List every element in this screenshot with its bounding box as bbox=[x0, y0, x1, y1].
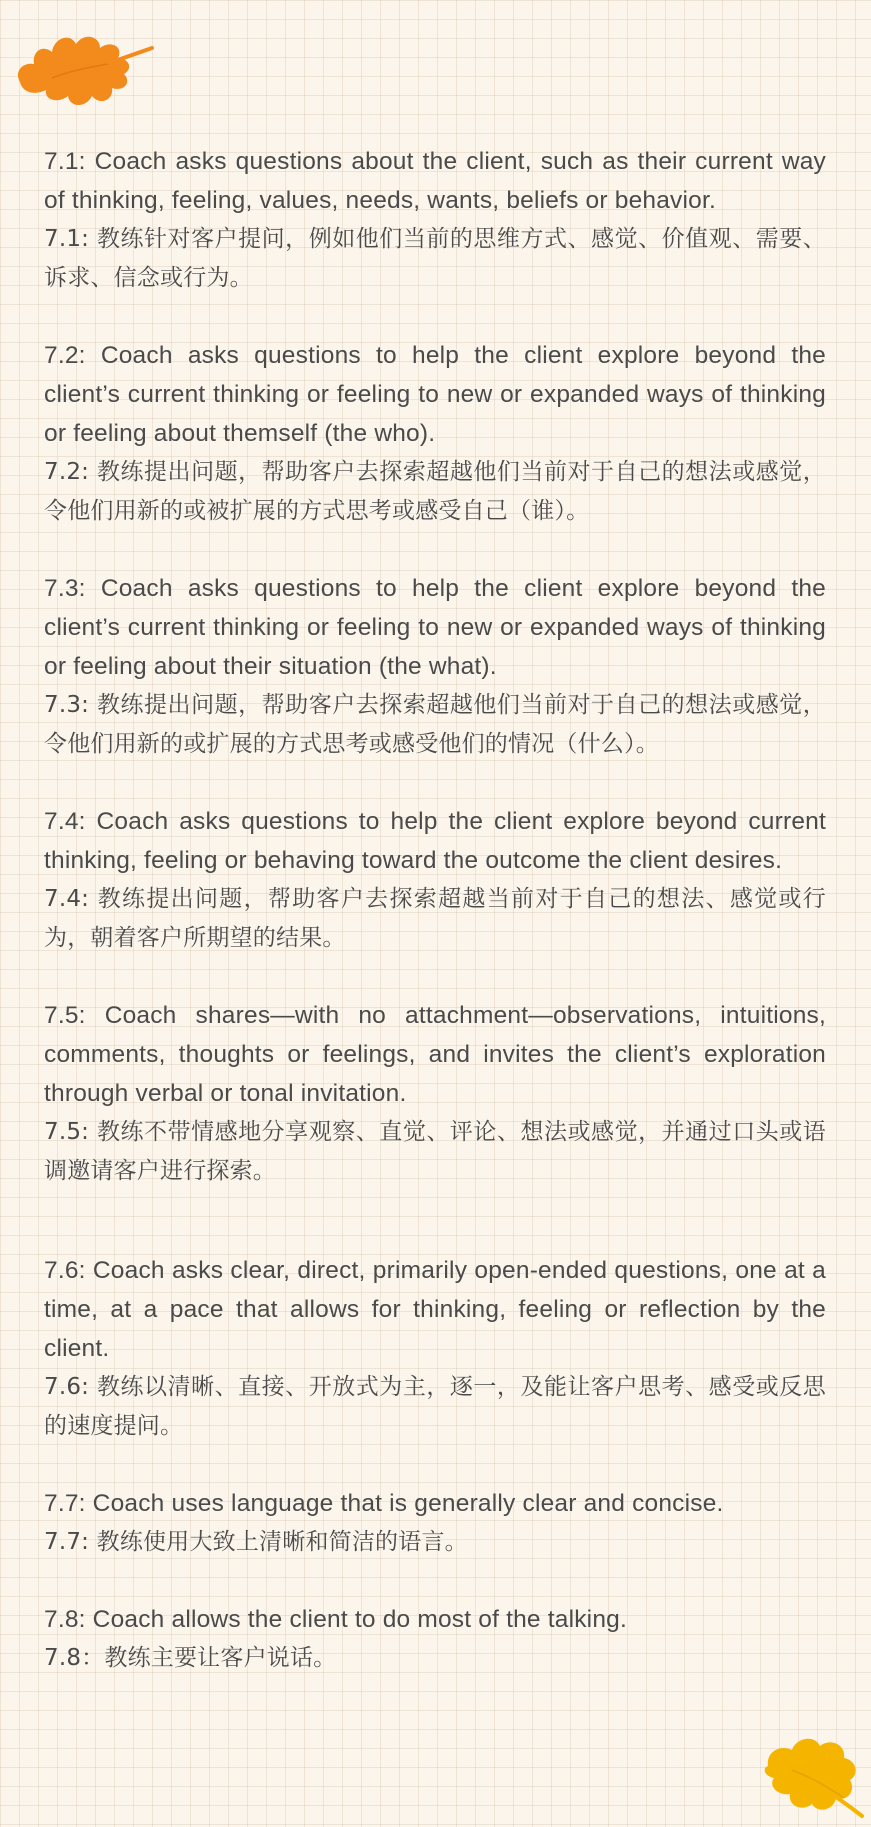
section-7-1 bbox=[44, 142, 826, 298]
section-7-3 bbox=[44, 569, 826, 764]
section-7-3-chinese: 7.3: 教练提出问题，帮助客户去探索超越他们当前对于自己的想法或感觉，令他们用新的或扩展的方式思考或感受他们的情况（什么）。 bbox=[44, 692, 826, 757]
orange-oak-leaf-icon bbox=[12, 22, 162, 117]
section-7-2 bbox=[44, 336, 826, 531]
section-7-2-english: 7.2: Coach asks questions to help the client explore beyond the client’s current thinking or feeling to new or expanded ways of thinking or feeling about themself (the who). bbox=[44, 342, 826, 447]
section-7-6-english: 7.6: Coach asks clear, direct, primarily open-ended questions, one at a time, at a pace that allows for thinking, feeling or reflection by the client. bbox=[44, 1257, 826, 1362]
competency-7-text bbox=[44, 142, 826, 1678]
section-7-7-chinese: 7.7: 教练使用大致上清晰和简洁的语言。 bbox=[44, 1529, 468, 1555]
section-7-6-chinese: 7.6: 教练以清晰、直接、开放式为主，逐一，及能让客户思考、感受或反思的速度提问。 bbox=[44, 1374, 826, 1439]
section-7-4 bbox=[44, 802, 826, 958]
section-7-1-english: 7.1: Coach asks questions about the client, such as their current way of thinking, feeling, values, needs, wants, beliefs or behavior. bbox=[44, 148, 826, 214]
section-7-7-english: 7.7: Coach uses language that is generally clear and concise. bbox=[44, 1490, 724, 1517]
section-7-5-english: 7.5: Coach shares—with no attachment—observations, intuitions, comments, thoughts or feelings, and invites the client’s exploration through verbal or tonal invitation. bbox=[44, 1002, 826, 1107]
section-7-8-english: 7.8: Coach allows the client to do most of the talking. bbox=[44, 1606, 627, 1633]
section-7-6 bbox=[44, 1251, 826, 1446]
section-7-8-chinese: 7.8：教练主要让客户说话。 bbox=[44, 1645, 337, 1671]
section-7-4-chinese: 7.4: 教练提出问题，帮助客户去探索超越当前对于自己的想法、感觉或行为，朝着客户所期望的结果。 bbox=[44, 886, 826, 951]
yellow-leaf-icon bbox=[758, 1730, 866, 1822]
section-7-8 bbox=[44, 1600, 826, 1678]
section-7-1-chinese: 7.1: 教练针对客户提问，例如他们当前的思维方式、感觉、价值观、需要、诉求、信念或行为。 bbox=[44, 226, 826, 291]
section-7-2-chinese: 7.2: 教练提出问题，帮助客户去探索超越他们当前对于自己的想法或感觉，令他们用新的或被扩展的方式思考或感受自己（谁）。 bbox=[44, 459, 826, 524]
section-7-4-english: 7.4: Coach asks questions to help the client explore beyond current thinking, feeling or behaving toward the outcome the client desires. bbox=[44, 808, 826, 874]
section-7-5 bbox=[44, 996, 826, 1191]
section-7-3-english: 7.3: Coach asks questions to help the client explore beyond the client’s current thinking or feeling to new or expanded ways of thinking or feeling about their situation (the what). bbox=[44, 575, 826, 680]
section-7-7 bbox=[44, 1484, 826, 1562]
section-7-5-chinese: 7.5: 教练不带情感地分享观察、直觉、评论、想法或感觉，并通过口头或语调邀请客户进行探索。 bbox=[44, 1119, 826, 1184]
